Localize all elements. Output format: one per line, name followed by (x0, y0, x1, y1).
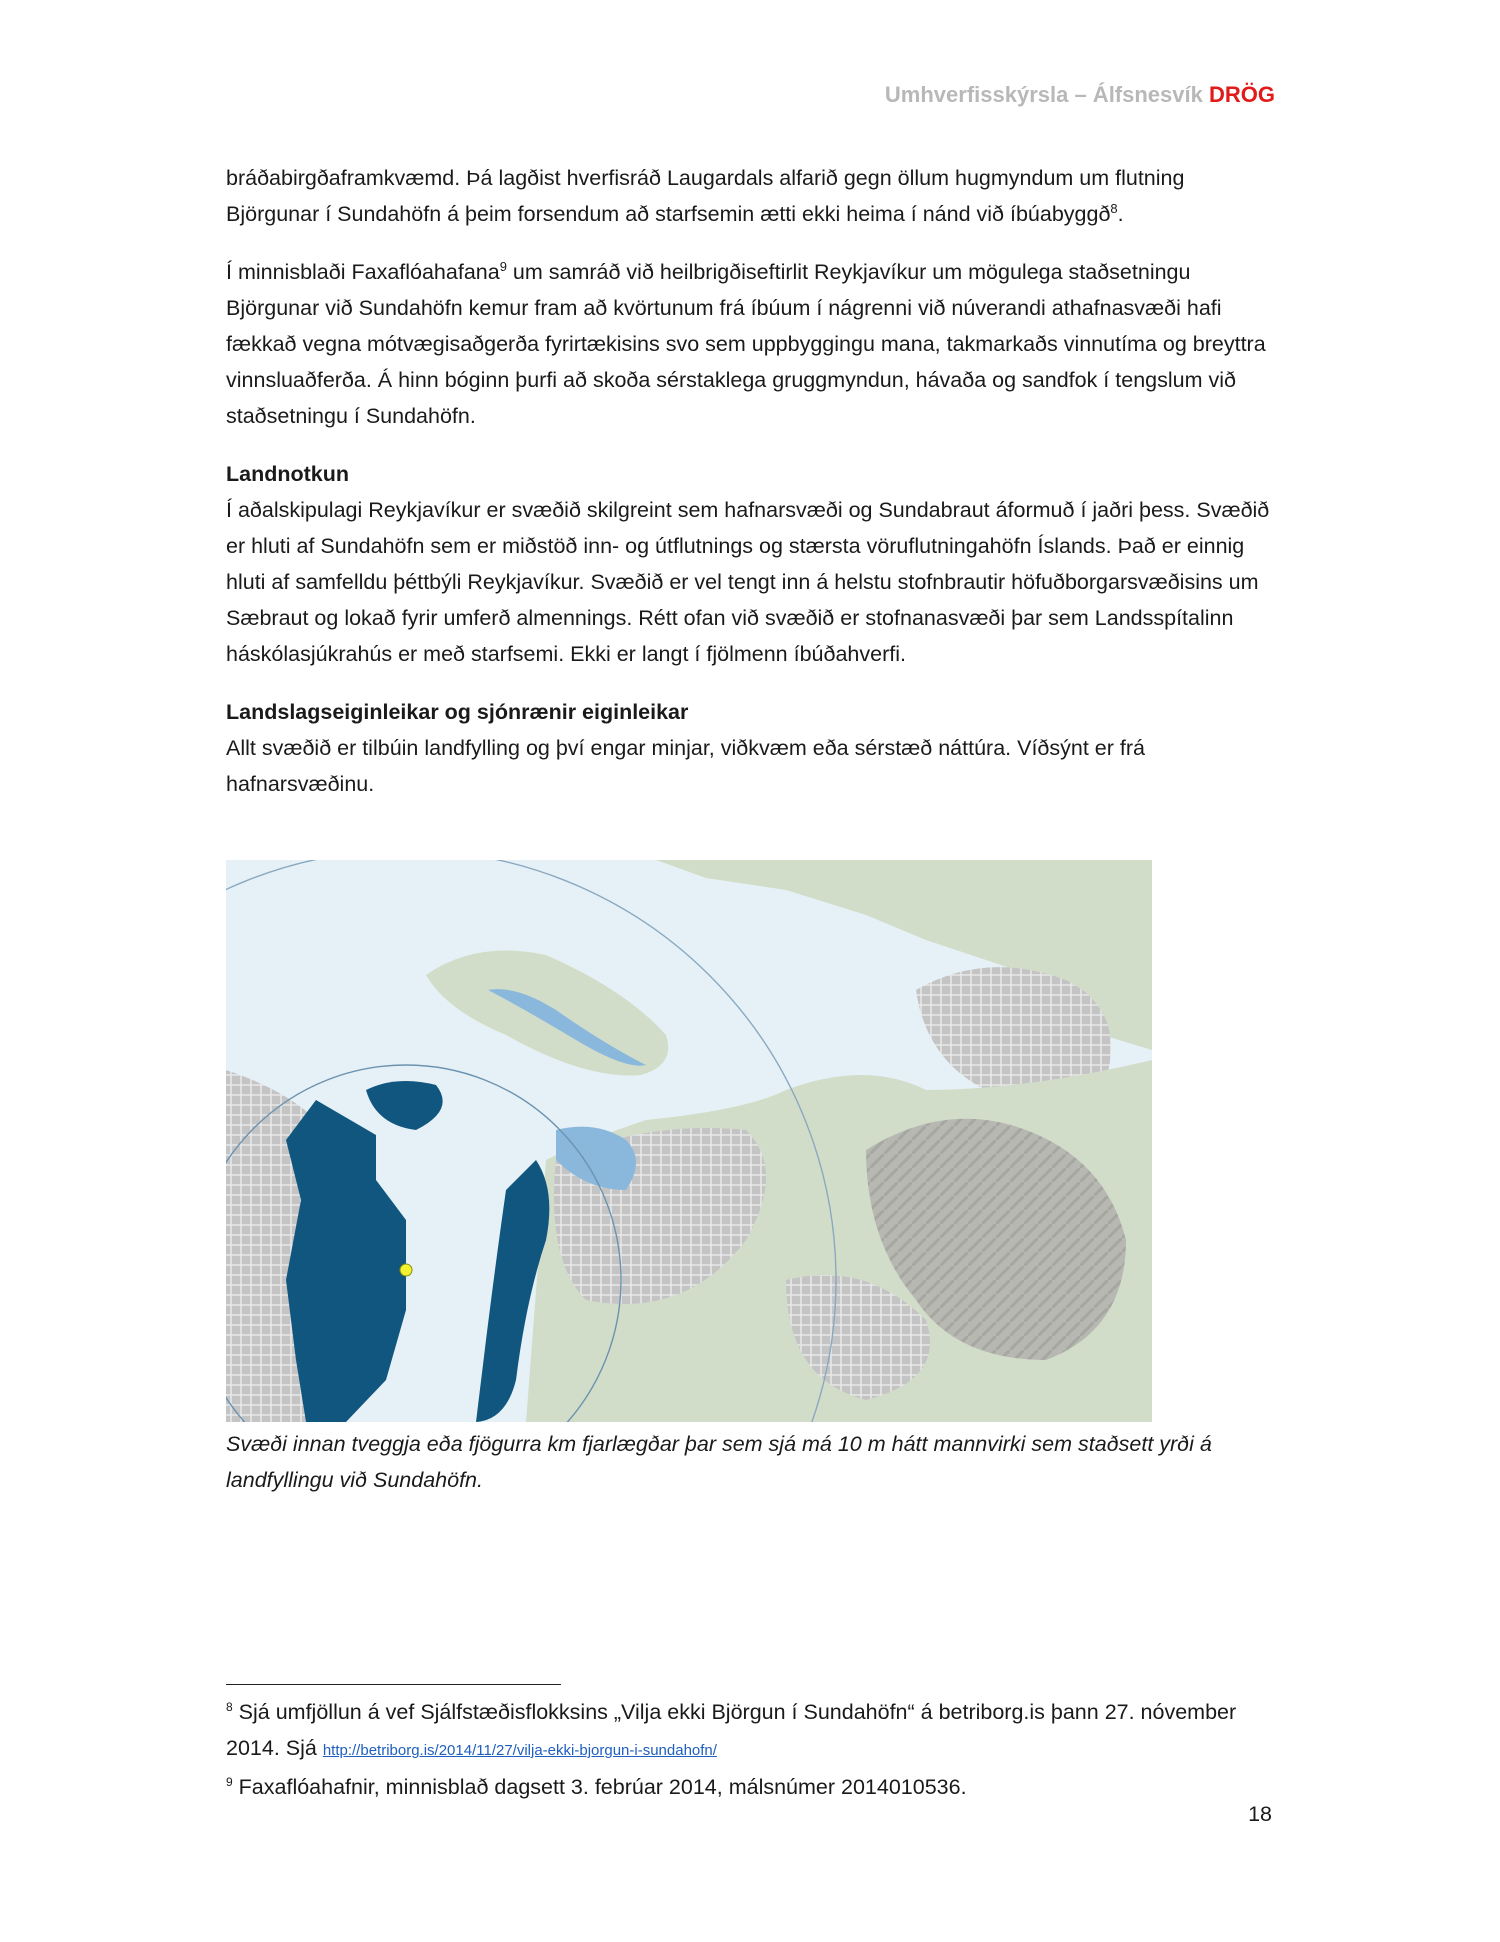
footnote-8-link[interactable]: http://betriborg.is/2014/11/27/vilja-ekki-bjorgun-i-sundahofn/ (322, 1742, 717, 1759)
map-graphic (226, 860, 1152, 1422)
footnote-divider (226, 1684, 561, 1685)
footnote-9 (226, 1769, 1286, 1805)
footnote-8 (226, 1694, 1286, 1769)
section-text-landnotkun: Í aðalskipulagi Reykjavíkur er svæðið skilgreint sem hafnarsvæði og Sundabraut áformuð í jaðri þess. Svæðið er hluti af Sundahöfn sem er miðstöð inn- og útflutnings og stærsta vöruflutningahöfn Íslands. Það er einnig hluti af samfelldu þéttbýli Reykjavíkur. Svæðið er vel tengt inn á helstu stofnbrautir höfuðborgarsvæðisins um Sæbraut og lokað fyrir umferð almennings. Rétt ofan við svæðið er stofnanasvæði þar sem Landsspítalinn háskólasjúkrahús er með starfsemi. Ekki er langt í fjölmenn íbúðahverfi. (226, 498, 1270, 666)
paragraph-1 (226, 160, 1278, 232)
site-marker (400, 1264, 412, 1276)
main-content (226, 160, 1278, 802)
visibility-map (226, 860, 1152, 1422)
draft-label: DRÖG (1209, 82, 1275, 107)
footnote-9-text: Faxaflóahafnir, minnisblað dagsett 3. febrúar 2014, málsnúmer 2014010536. (238, 1775, 967, 1799)
footnotes (226, 1694, 1286, 1805)
paragraph-1-end: . (1117, 202, 1124, 226)
header-title: Umhverfisskýrsla – Álfsnesvík (884, 82, 1203, 107)
map-caption: Svæði innan tveggja eða fjögurra km fjarlægðar þar sem sjá má 10 m hátt mannvirki sem staðsett yrði á landfyllingu við Sundahöfn. (226, 1432, 1212, 1492)
footnote-8-number: 8 (226, 1699, 233, 1714)
footnote-8-text: Sjá umfjöllun á vef Sjálfstæðisflokksins „Vilja ekki Björgun í Sundahöfn“ á betriborg.is þann 27. nóvember 2014. Sjá (226, 1700, 1237, 1760)
section-heading-landslag: Landslagseiginleikar og sjónrænir eiginleikar (226, 700, 689, 724)
footnote-9-number: 9 (226, 1774, 233, 1789)
footnote-ref-9[interactable]: 9 (499, 258, 507, 274)
footnote-ref-8[interactable]: 8 (1110, 200, 1118, 216)
section-text-landslag: Allt svæðið er tilbúin landfylling og því engar minjar, viðkvæm eða sérstæð náttúra. Víðsýnt er frá hafnarsvæðinu. (226, 736, 1145, 796)
page-number: 18 (1248, 1802, 1272, 1826)
paragraph-2 (226, 254, 1278, 434)
page-header (885, 82, 1275, 108)
section-heading-landnotkun: Landnotkun (226, 462, 350, 486)
paragraph-2-start: Í minnisblaði Faxaflóahafana (226, 260, 500, 284)
paragraph-1-text: bráðabirgðaframkvæmd. Þá lagðist hverfisráð Laugardals alfarið gegn öllum hugmyndum um flutning Björgunar í Sundahöfn á þeim forsendum að starfsemin ætti ekki heima í nánd við íbúabyggð (226, 166, 1185, 226)
paragraph-2-rest: um samráð við heilbrigðiseftirlit Reykjavíkur um mögulega staðsetningu Björgunar við Sundahöfn kemur fram að kvörtunum frá íbúum í nágrenni við núverandi athafnasvæði hafi fækkað vegna mótvægisaðgerða fyrirtækisins svo sem uppbyggingu mana, takmarkaðs vinnutíma og breyttra vinnsluaðferða. Á hinn bóginn þurfi að skoða sérstaklega gruggmyndun, hávaða og sandfok í tengslum við staðsetningu í Sundahöfn. (226, 260, 1266, 428)
